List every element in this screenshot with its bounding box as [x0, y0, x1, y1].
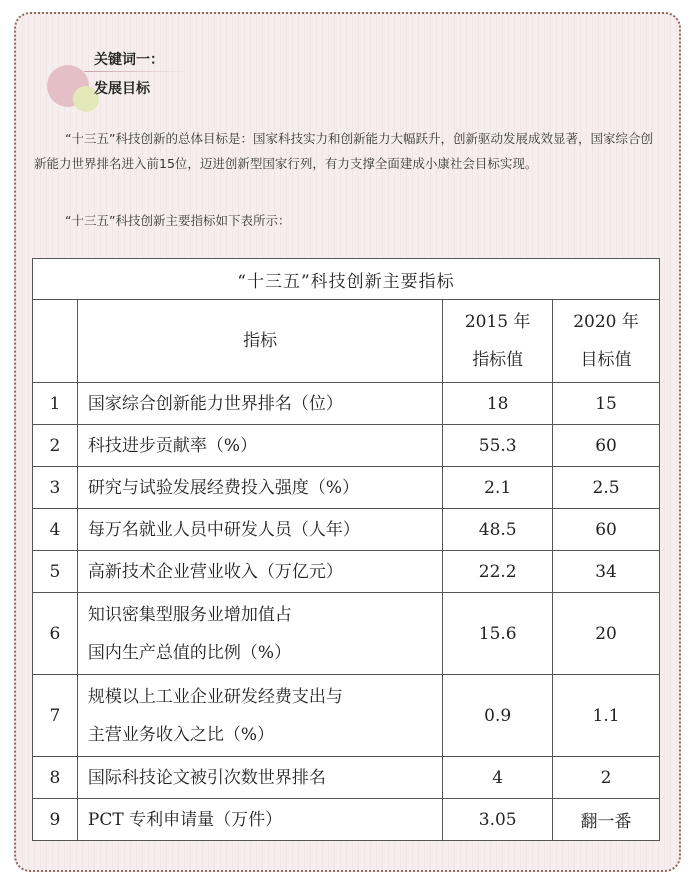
row-value-2020: 翻一番	[553, 799, 660, 841]
row-indicator-line: PCT 专利申请量（万件）	[87, 809, 283, 830]
header-number	[33, 300, 78, 383]
row-indicator	[77, 509, 442, 551]
row-indicator-line: 研究与试验发展经费投入强度（%）	[87, 477, 360, 498]
row-indicator-line: 国际科技论文被引次数世界排名	[87, 767, 326, 788]
row-value-2020: 60	[553, 425, 660, 467]
table-row	[33, 551, 660, 593]
row-indicator	[77, 675, 442, 757]
table-body	[33, 383, 660, 841]
table-row	[33, 509, 660, 551]
row-number: 9	[33, 799, 78, 841]
row-value-2015: 22.2	[443, 551, 553, 593]
header-2015	[443, 300, 553, 383]
row-value-2015: 0.9	[443, 675, 553, 757]
row-indicator	[77, 425, 442, 467]
row-indicator-line: 国家综合创新能力世界排名（位）	[87, 393, 343, 414]
table-row	[33, 467, 660, 509]
row-indicator	[77, 551, 442, 593]
row-value-2015: 3.05	[443, 799, 553, 841]
row-indicator	[77, 467, 442, 509]
row-indicator	[77, 593, 442, 675]
row-indicator-line: 每万名就业人员中研发人员（人年）	[87, 519, 360, 540]
header-indicator: 指标	[77, 300, 442, 383]
header-2020-year: 2020 年	[573, 312, 639, 332]
row-number: 7	[33, 675, 78, 757]
row-value-2015: 48.5	[443, 509, 553, 551]
row-value-2015: 15.6	[443, 593, 553, 675]
row-indicator-line: 规模以上工业企业研发经费支出与	[87, 686, 343, 707]
header-2020	[553, 300, 660, 383]
intro-paragraph: “十三五”科技创新的总体目标是：国家科技实力和创新能力大幅跃升，创新驱动发展成效显著，国家综合创新能力世界排名进入前15位，迈进创新型国家行列，有力支撑全面建成小康社会目标实现。	[34, 131, 653, 171]
keyword-divider	[84, 71, 190, 72]
row-value-2020: 20	[553, 593, 660, 675]
table-caption: “十三五”科技创新主要指标	[33, 259, 660, 300]
row-number: 1	[33, 383, 78, 425]
row-indicator-line: 主营业务收入之比（%）	[87, 724, 275, 745]
row-indicator-line: 科技进步贡献率（%）	[87, 435, 258, 456]
table-row	[33, 383, 660, 425]
row-value-2020: 15	[553, 383, 660, 425]
table-intro-paragraph: “十三五”科技创新主要指标如下表所示：	[65, 213, 291, 228]
row-value-2020: 1.1	[553, 675, 660, 757]
keyword-title: 关键词一：	[94, 52, 164, 68]
table-row	[33, 425, 660, 467]
row-value-2020: 2	[553, 757, 660, 799]
header-2015-label: 指标值	[472, 350, 524, 370]
row-value-2015: 18	[443, 383, 553, 425]
row-indicator	[77, 757, 442, 799]
table-row	[33, 593, 660, 675]
table-row	[33, 757, 660, 799]
row-indicator-line: 高新技术企业营业收入（万亿元）	[87, 561, 343, 582]
row-number: 4	[33, 509, 78, 551]
row-value-2020: 2.5	[553, 467, 660, 509]
row-number: 2	[33, 425, 78, 467]
row-number: 8	[33, 757, 78, 799]
row-indicator	[77, 383, 442, 425]
keyword-subtitle: 发展目标	[94, 81, 150, 97]
table-header-row	[33, 300, 660, 383]
indicators-table	[32, 258, 660, 841]
row-value-2020: 60	[553, 509, 660, 551]
table-row	[33, 799, 660, 841]
row-value-2015: 4	[443, 757, 553, 799]
row-value-2015: 55.3	[443, 425, 553, 467]
row-indicator-line: 知识密集型服务业增加值占	[87, 604, 292, 625]
row-number: 6	[33, 593, 78, 675]
table-row	[33, 675, 660, 757]
row-number: 5	[33, 551, 78, 593]
row-value-2015: 2.1	[443, 467, 553, 509]
header-2020-label: 目标值	[580, 350, 632, 370]
row-number: 3	[33, 467, 78, 509]
header-2015-year: 2015 年	[464, 312, 531, 332]
row-indicator-line: 国内生产总值的比例（%）	[87, 642, 292, 663]
row-value-2020: 34	[553, 551, 660, 593]
row-indicator	[77, 799, 442, 841]
